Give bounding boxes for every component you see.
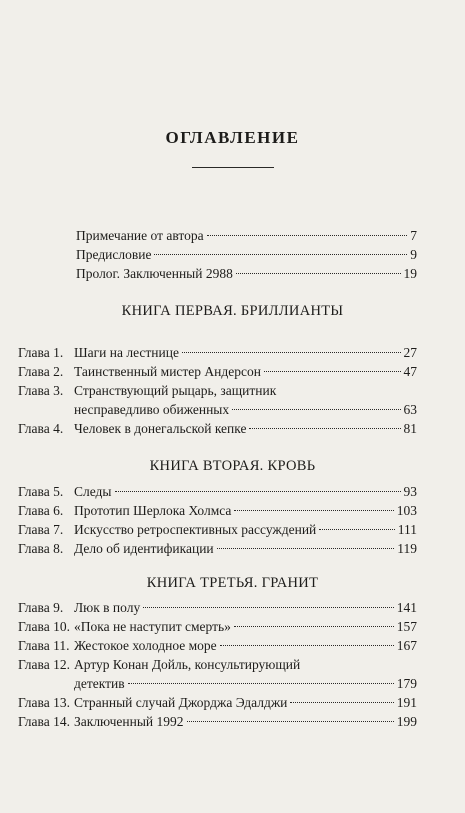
page-number: 111 xyxy=(397,522,417,537)
page-title: ОГЛАВЛЕНИЕ xyxy=(165,128,300,147)
dot-leader xyxy=(182,352,401,353)
chapter-label: Глава 4. xyxy=(18,421,64,436)
toc-chapter xyxy=(18,637,417,655)
book-heading-2: КНИГА ВТОРАЯ. КРОВЬ xyxy=(149,458,316,474)
chapter-label: Глава 9. xyxy=(18,600,64,615)
chapter-title: Следы xyxy=(74,484,112,499)
page-number: 47 xyxy=(403,364,417,379)
toc-chapter xyxy=(18,363,417,381)
toc-chapter xyxy=(18,599,417,617)
dot-leader xyxy=(234,626,394,627)
dot-leader xyxy=(143,607,394,608)
chapter-label: Глава 5. xyxy=(18,484,64,499)
book-heading-3: КНИГА ТРЕТЬЯ. ГРАНИТ xyxy=(146,575,319,591)
chapter-title: Человек в донегальской кепке xyxy=(74,421,247,436)
page-number: 9 xyxy=(410,247,417,262)
chapter-title: Заключенный 1992 xyxy=(74,714,184,729)
toc-chapter xyxy=(18,713,417,731)
chapter-label: Глава 11. xyxy=(18,638,70,653)
toc-entry-prologue xyxy=(76,265,417,283)
dot-leader xyxy=(264,371,401,372)
toc-chapter-continuation xyxy=(74,675,417,693)
toc-chapter xyxy=(18,618,417,636)
page-number: 199 xyxy=(396,714,417,729)
toc-chapter xyxy=(18,344,417,362)
page-number: 179 xyxy=(396,676,417,691)
chapter-title: Таинственный мистер Андерсон xyxy=(74,364,261,379)
book-heading-1: КНИГА ПЕРВАЯ. БРИЛЛИАНТЫ xyxy=(121,303,344,319)
page-number: 157 xyxy=(396,619,417,634)
chapter-label: Глава 10. xyxy=(18,619,70,634)
page-number: 103 xyxy=(396,503,417,518)
page-number: 7 xyxy=(410,228,417,243)
page-number: 191 xyxy=(396,695,417,710)
page-number: 93 xyxy=(403,484,417,499)
title-underline xyxy=(192,167,274,168)
chapter-label: Глава 12. xyxy=(18,657,70,672)
chapter-title: Прототип Шерлока Холмса xyxy=(74,503,232,518)
chapter-title: Люк в полу xyxy=(74,600,141,615)
chapter-title: «Пока не наступит смерть» xyxy=(74,619,231,634)
chapter-title: Странный случай Джорджа Эдалджи xyxy=(74,695,288,710)
dot-leader xyxy=(234,510,393,511)
page-number: 19 xyxy=(403,266,417,281)
page-number: 167 xyxy=(396,638,417,653)
chapter-title: Шаги на лестнице xyxy=(74,345,179,360)
toc-chapter xyxy=(18,420,417,438)
dot-leader xyxy=(290,702,393,703)
entry-title: Примечание от автора xyxy=(76,228,204,243)
chapter-label: Глава 14. xyxy=(18,714,70,729)
chapter-title: Жестокое холодное море xyxy=(74,638,217,653)
chapter-label: Глава 2. xyxy=(18,364,64,379)
dot-leader xyxy=(217,548,395,549)
entry-title: Предисловие xyxy=(76,247,152,262)
toc-chapter xyxy=(18,540,417,558)
chapter-label: Глава 13. xyxy=(18,695,70,710)
entry-title: Пролог. Заключенный 2988 xyxy=(76,266,233,281)
dot-leader xyxy=(319,529,394,530)
page-number: 141 xyxy=(396,600,417,615)
toc-chapter xyxy=(18,694,417,712)
dot-leader xyxy=(232,409,400,410)
dot-leader xyxy=(187,721,394,722)
dot-leader xyxy=(236,273,401,274)
dot-leader xyxy=(220,645,394,646)
dot-leader xyxy=(249,428,400,429)
toc-chapter xyxy=(18,656,417,674)
toc-entry-preface xyxy=(76,246,417,264)
toc-entry-author-note xyxy=(76,227,417,245)
chapter-title-line1: Артур Конан Дойль, консультирующий xyxy=(74,657,301,672)
chapter-title: детектив xyxy=(74,676,125,691)
chapter-label: Глава 8. xyxy=(18,541,64,556)
dot-leader xyxy=(115,491,401,492)
chapter-title: Искусство ретроспективных рассуждений xyxy=(74,522,317,537)
toc-chapter xyxy=(18,382,417,400)
dot-leader xyxy=(128,683,394,684)
toc-chapter xyxy=(18,502,417,520)
chapter-label: Глава 3. xyxy=(18,383,64,398)
page-number: 63 xyxy=(403,402,417,417)
toc-chapter xyxy=(18,483,417,501)
chapter-label: Глава 6. xyxy=(18,503,64,518)
chapter-title: несправедливо обиженных xyxy=(74,402,230,417)
toc-chapter-continuation xyxy=(74,401,417,419)
page-number: 119 xyxy=(397,541,417,556)
chapter-title-line1: Странствующий рыцарь, защитник xyxy=(74,383,277,398)
page-number: 81 xyxy=(403,421,417,436)
chapter-label: Глава 7. xyxy=(18,522,64,537)
chapter-label: Глава 1. xyxy=(18,345,64,360)
page-number: 27 xyxy=(403,345,417,360)
chapter-title: Дело об идентификации xyxy=(74,541,214,556)
dot-leader xyxy=(154,254,407,255)
toc-chapter xyxy=(18,521,417,539)
dot-leader xyxy=(207,235,408,236)
